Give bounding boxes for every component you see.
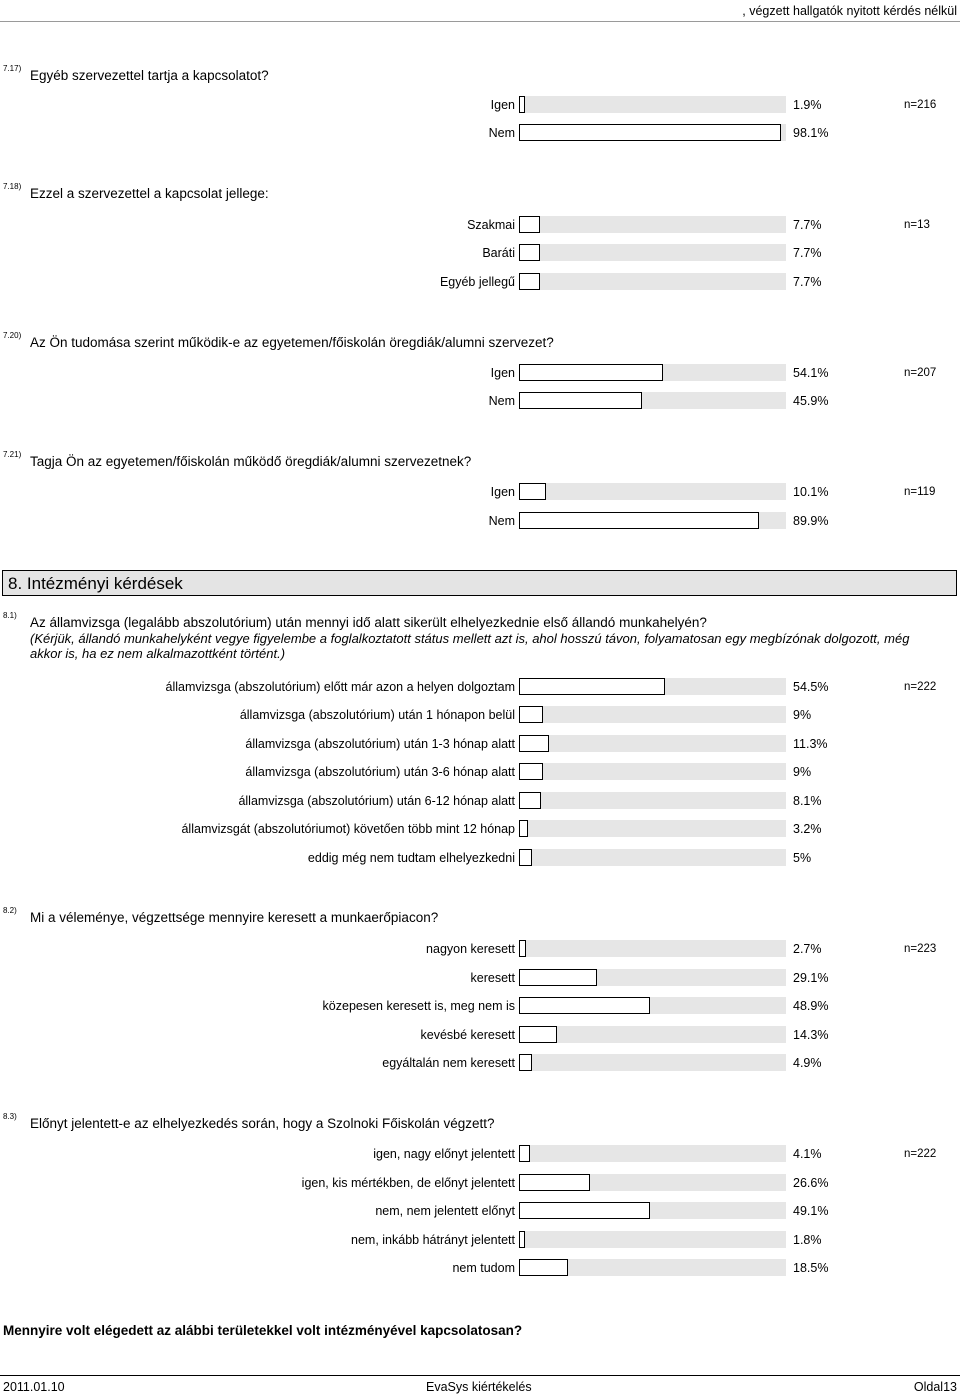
question-number: 7.18) <box>3 182 22 191</box>
sample-size: n=119 <box>904 486 936 498</box>
option-label: államvizsga (abszolutórium) után 3-6 hónap alatt <box>245 765 515 779</box>
bar-track <box>519 216 786 233</box>
option-row <box>0 123 960 143</box>
question-number: 7.17) <box>3 64 22 73</box>
option-row <box>0 391 960 411</box>
bar-fill <box>519 706 543 723</box>
bar-fill <box>519 849 532 866</box>
bar-fill <box>519 1231 525 1248</box>
sample-size: n=216 <box>904 99 937 111</box>
option-label: nagyon keresett <box>426 942 515 956</box>
percentage: 45.9% <box>793 394 829 408</box>
percentage: 7.7% <box>793 218 822 232</box>
percentage: 9% <box>793 765 812 779</box>
percentage: 3.2% <box>793 822 822 836</box>
bar-fill <box>519 1026 557 1043</box>
question-note: (Kérjük, állandó munkahelyként vegye figyelembe a foglalkoztatott státus mellett azt is, ahol hosszú távon, folyamatosan egy megbízónak dolgozott, még akkor is, ha ez nem alkalmazottként történt.) <box>30 631 910 661</box>
option-row <box>0 996 960 1016</box>
option-label: Szakmai <box>467 218 515 232</box>
percentage: 4.1% <box>793 1147 822 1161</box>
option-row <box>0 363 960 383</box>
bar-fill <box>519 1202 650 1219</box>
bar-fill <box>519 96 525 113</box>
option-label: államvizsga (abszolutórium) előtt már azon a helyen dolgoztam <box>165 680 515 694</box>
option-row <box>0 677 960 697</box>
option-label: államvizsga (abszolutórium) után 1 hónapon belül <box>239 708 515 722</box>
sample-size: n=13 <box>904 219 930 231</box>
percentage: 1.9% <box>793 98 822 112</box>
option-label: nem, nem jelentett előnyt <box>375 1204 515 1218</box>
bar-track <box>519 1026 786 1043</box>
bar-fill <box>519 735 549 752</box>
percentage: 49.1% <box>793 1204 829 1218</box>
option-row <box>0 939 960 959</box>
question-title: Előnyt jelentett-e az elhelyezkedés során, hogy a Szolnoki Főiskolán végzett? <box>30 1116 495 1131</box>
option-row <box>0 1201 960 1221</box>
option-label: Nem <box>488 514 515 528</box>
option-row <box>0 1173 960 1193</box>
option-label: nem tudom <box>452 1261 515 1275</box>
section-header <box>2 570 957 596</box>
page-header <box>0 0 960 22</box>
bar-fill <box>519 763 543 780</box>
percentage: 48.9% <box>793 999 829 1013</box>
percentage: 26.6% <box>793 1176 829 1190</box>
bar-track <box>519 792 786 809</box>
question-title: Az államvizsga (legalább abszolutórium) után mennyi idő alatt sikerült elhelyezkednie első állandó munkahelyén? <box>30 615 707 630</box>
percentage: 98.1% <box>793 126 829 140</box>
option-row <box>0 968 960 988</box>
bar-fill <box>519 364 663 381</box>
bar-track <box>519 763 786 780</box>
option-row <box>0 791 960 811</box>
option-label: eddig még nem tudtam elhelyezkedni <box>307 851 515 865</box>
option-row <box>0 243 960 263</box>
option-label: Igen <box>490 98 515 112</box>
option-label: kevésbé keresett <box>420 1028 515 1042</box>
bar-track <box>519 706 786 723</box>
next-question-title: Mennyire volt elégedett az alábbi területekkel volt intézményével kapcsolatosan? <box>3 1323 523 1338</box>
bar-fill <box>519 1054 532 1071</box>
bar-track <box>519 820 786 837</box>
running-title: , végzett hallgatók nyitott kérdés nélkül <box>742 4 957 18</box>
bar-fill <box>519 1174 590 1191</box>
percentage: 8.1% <box>793 794 822 808</box>
bar-fill <box>519 792 541 809</box>
option-label: keresett <box>470 971 515 985</box>
option-row <box>0 848 960 868</box>
option-label: egyáltalán nem keresett <box>382 1056 515 1070</box>
option-row <box>0 272 960 292</box>
sample-size: n=207 <box>904 367 937 379</box>
bar-fill <box>519 216 540 233</box>
percentage: 11.3% <box>793 737 828 751</box>
bar-track <box>519 1145 786 1162</box>
bar-fill <box>519 512 759 529</box>
bar-track <box>519 273 786 290</box>
bar-track <box>519 940 786 957</box>
option-label: igen, nagy előnyt jelentett <box>373 1147 515 1161</box>
question-number: 8.1) <box>3 611 17 620</box>
option-label: igen, kis mértékben, de előnyt jelentett <box>301 1176 515 1190</box>
sample-size: n=223 <box>904 943 937 955</box>
bar-track <box>519 483 786 500</box>
percentage: 54.1% <box>793 366 829 380</box>
percentage: 5% <box>793 851 812 865</box>
percentage: 1.8% <box>793 1233 822 1247</box>
option-row <box>0 762 960 782</box>
option-row <box>0 1230 960 1250</box>
bar-fill <box>519 820 528 837</box>
option-label: Nem <box>488 394 515 408</box>
percentage: 10.1% <box>793 485 829 499</box>
option-row <box>0 734 960 754</box>
option-row <box>0 1144 960 1164</box>
bar-fill <box>519 244 540 261</box>
option-row <box>0 1025 960 1045</box>
question-title: Tagja Ön az egyetemen/főiskolán működő öregdiák/alumni szervezetnek? <box>30 454 472 469</box>
bar-fill <box>519 997 650 1014</box>
bar-track <box>519 96 786 113</box>
percentage: 18.5% <box>793 1261 829 1275</box>
percentage: 9% <box>793 708 812 722</box>
question-number: 7.21) <box>3 450 22 459</box>
bar-fill <box>519 1259 568 1276</box>
option-label: közepesen keresett is, meg nem is <box>322 999 515 1013</box>
option-label: Nem <box>488 126 515 140</box>
question-number: 8.2) <box>3 906 17 915</box>
option-row <box>0 482 960 502</box>
percentage: 7.7% <box>793 246 822 260</box>
option-label: Baráti <box>482 246 515 260</box>
footer-date: 2011.01.10 <box>3 1380 65 1394</box>
bar-fill <box>519 940 526 957</box>
bar-track <box>519 244 786 261</box>
question-number: 7.20) <box>3 331 22 340</box>
percentage: 29.1% <box>793 971 829 985</box>
bar-track <box>519 1231 786 1248</box>
option-label: nem, inkább hátrányt jelentett <box>351 1233 515 1247</box>
footer-page: Oldal13 <box>913 1380 957 1394</box>
page-footer <box>0 1375 960 1395</box>
option-row <box>0 1258 960 1278</box>
option-row <box>0 705 960 725</box>
question-title: Egyéb szervezettel tartja a kapcsolatot? <box>30 68 269 83</box>
percentage: 89.9% <box>793 514 829 528</box>
percentage: 4.9% <box>793 1056 822 1070</box>
bar-fill <box>519 124 781 141</box>
option-row <box>0 1053 960 1073</box>
bar-fill <box>519 678 665 695</box>
option-label: Igen <box>490 485 515 499</box>
bar-fill <box>519 392 642 409</box>
sample-size: n=222 <box>904 681 937 693</box>
option-row <box>0 215 960 235</box>
question-title: Ezzel a szervezettel a kapcsolat jellege: <box>30 186 269 201</box>
footer-app: EvaSys kiértékelés <box>426 1380 532 1394</box>
option-row <box>0 819 960 839</box>
percentage: 14.3% <box>793 1028 829 1042</box>
option-label: államvizsga (abszolutórium) után 6-12 hónap alatt <box>238 794 515 808</box>
question-title: Az Ön tudomása szerint működik-e az egyetemen/főiskolán öregdiák/alumni szervezet? <box>30 335 554 350</box>
percentage: 7.7% <box>793 275 822 289</box>
option-label: államvizsgát (abszolutóriumot) követően több mint 12 hónap <box>181 822 515 836</box>
question-number: 8.3) <box>3 1112 17 1121</box>
bar-fill <box>519 273 540 290</box>
option-label: államvizsga (abszolutórium) után 1-3 hónap alatt <box>245 737 515 751</box>
bar-fill <box>519 1145 530 1162</box>
percentage: 54.5% <box>793 680 829 694</box>
percentage: 2.7% <box>793 942 822 956</box>
bar-fill <box>519 969 597 986</box>
bar-track <box>519 735 786 752</box>
bar-fill <box>519 483 546 500</box>
option-label: Egyéb jellegű <box>439 275 515 289</box>
question-title: Mi a véleménye, végzettsége mennyire keresett a munkaerőpiacon? <box>30 910 439 925</box>
option-label: Igen <box>490 366 515 380</box>
option-row <box>0 95 960 115</box>
bar-track <box>519 849 786 866</box>
bar-track <box>519 1054 786 1071</box>
sample-size: n=222 <box>904 1148 937 1160</box>
section-title: 8. Intézményi kérdések <box>8 574 183 593</box>
option-row <box>0 511 960 531</box>
